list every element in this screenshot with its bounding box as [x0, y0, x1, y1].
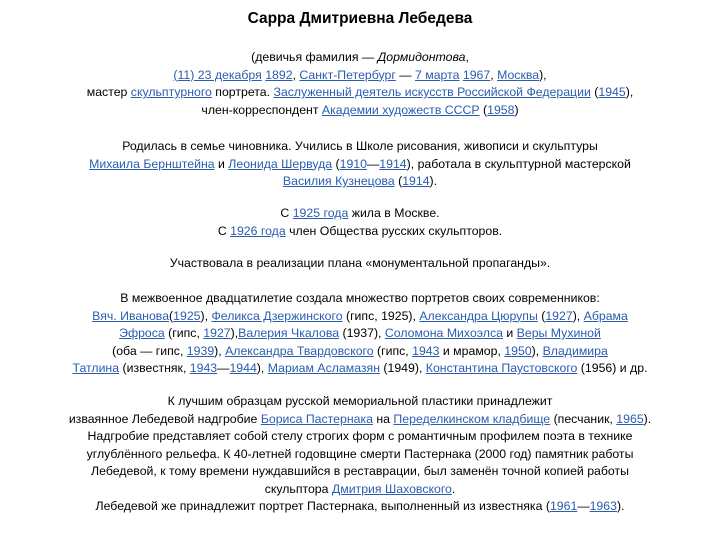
text-line: Лебедевой, к тому времени нуждавшийся в реставрации, был заменён точной копией работы — [91, 464, 629, 478]
link-konstantin-paustovsky[interactable]: Константина Паустовского — [425, 361, 578, 375]
link-year-1950[interactable]: 1950 — [504, 343, 532, 358]
text-line — [40, 481, 680, 499]
link-honored-artist[interactable]: Заслуженный деятель искусств Российской Федерации — [273, 85, 591, 99]
text: , — [292, 67, 300, 82]
link-vladimir-tatlin-first[interactable]: Владимира — [542, 343, 608, 358]
text: Лебедевой же принадлежит портрет Пастернака, выполненный из известняка ( — [95, 499, 550, 513]
link-year-1914-b[interactable]: 1914 — [402, 174, 430, 188]
text: и — [214, 156, 229, 171]
text: ), — [256, 361, 268, 375]
text: член-корреспондент — [201, 102, 322, 117]
text: ). — [616, 499, 625, 513]
text: (1949), — [379, 361, 426, 375]
text: (оба — гипс, — [112, 343, 187, 358]
text: ), — [531, 343, 543, 358]
text-line — [40, 173, 680, 191]
text-line — [40, 411, 680, 429]
link-saint-petersburg[interactable]: Санкт-Петербург — [299, 67, 396, 82]
text: , — [465, 50, 469, 64]
text: ( — [332, 156, 340, 171]
text: ). — [643, 411, 652, 426]
link-boris-pasternak[interactable]: Бориса Пастернака — [260, 411, 373, 426]
text: ) — [514, 102, 519, 117]
text: ), — [214, 343, 226, 358]
text: ( — [394, 174, 403, 188]
text: и мрамор, — [439, 343, 505, 358]
text: ), работала в скульптурной мастерской — [406, 156, 631, 171]
link-year-1925-b[interactable]: 1925 — [173, 308, 201, 323]
text-line: К лучшим образцам русской мемориальной пластики принадлежит — [167, 394, 553, 408]
text: и — [502, 326, 517, 340]
text: — — [217, 361, 230, 375]
text: ), — [230, 326, 239, 340]
text-line: В межвоенное двадцатилетие создала множество портретов своих современников: — [120, 291, 600, 305]
text: ), — [625, 85, 634, 99]
text-line — [40, 102, 680, 120]
text-line — [40, 360, 680, 378]
text-line — [40, 343, 680, 361]
text: . — [451, 481, 456, 496]
link-year-1910[interactable]: 1910 — [339, 156, 367, 171]
link-felix-dzerzhinsky[interactable]: Феликса Дзержинского — [211, 308, 343, 323]
text: портрета. — [211, 85, 274, 99]
link-sculptural[interactable]: скульптурного — [130, 85, 212, 99]
link-birth-date[interactable]: (11) 23 декабря — [173, 67, 262, 82]
text: (1956) и др. — [577, 361, 648, 375]
link-peredelkino-cemetery[interactable]: Переделкинском кладбище — [393, 411, 551, 426]
link-vladimir-tatlin-second[interactable]: Татлина — [72, 361, 120, 375]
text: (гипс, 1925), — [342, 308, 420, 323]
link-vera-mukhina[interactable]: Веры Мухиной — [516, 326, 601, 340]
text: ). — [429, 174, 438, 188]
link-year-1963[interactable]: 1963 — [589, 499, 617, 513]
text: ( — [590, 85, 599, 99]
link-year-1926[interactable]: 1926 года — [230, 223, 286, 238]
text: — — [366, 156, 380, 171]
link-march-7[interactable]: 7 марта — [415, 67, 460, 82]
link-vyach-ivanov[interactable]: Вяч. Иванова — [92, 308, 170, 323]
portraits-paragraph — [40, 290, 680, 378]
text: (известняк, — [119, 361, 190, 375]
text: ( — [479, 102, 488, 117]
link-year-1944[interactable]: 1944 — [229, 361, 257, 375]
text-line — [40, 308, 680, 326]
text-line — [40, 498, 680, 516]
link-year-1925[interactable]: 1925 года — [292, 206, 349, 220]
link-abram-efros-second[interactable]: Эфроса — [119, 326, 165, 340]
text: ), — [572, 308, 584, 323]
text: (девичья фамилия — — [251, 50, 378, 64]
text: (гипс, — [373, 343, 413, 358]
text: жила в Москве. — [348, 206, 440, 220]
text-line — [40, 67, 680, 85]
moscow-paragraph — [40, 205, 680, 240]
link-year-1892[interactable]: 1892 — [265, 67, 293, 82]
text: С — [280, 206, 293, 220]
link-year-1961[interactable]: 1961 — [549, 499, 578, 513]
link-year-1943-b[interactable]: 1943 — [189, 361, 218, 375]
link-year-1943[interactable]: 1943 — [412, 343, 440, 358]
education-paragraph — [40, 138, 680, 191]
text: на — [372, 411, 394, 426]
link-mariam-aslamazyan[interactable]: Мариам Асламазян — [267, 361, 380, 375]
link-leonid-sherwood[interactable]: Леонида Шервуда — [228, 156, 333, 171]
text: ), — [200, 308, 212, 323]
text-line: Участвовала в реализации плана «монументальной пропаганды». — [169, 256, 551, 270]
link-alexander-tsyurupa[interactable]: Александра Цюрупы — [419, 308, 538, 323]
memorial-paragraph — [40, 393, 680, 516]
text: скульптора — [264, 481, 332, 496]
text-line — [40, 205, 680, 223]
text: (гипс, — [164, 326, 204, 340]
text-line — [40, 49, 680, 67]
link-moscow[interactable]: Москва — [497, 67, 540, 82]
text-line — [40, 325, 680, 343]
link-mikhail-bernstein[interactable]: Михаила Бернштейна — [89, 156, 215, 171]
text: (1937), — [339, 326, 385, 340]
text: мастер — [86, 85, 131, 99]
text-line — [40, 156, 680, 174]
text: изваянное Лебедевой надгробие — [68, 411, 261, 426]
link-dmitry-shakhovsky[interactable]: Дмитрия Шаховского — [331, 481, 452, 496]
text: член Общества русских скульпторов. — [285, 223, 503, 238]
link-vasily-kuznetsov[interactable]: Василия Кузнецова — [282, 174, 395, 188]
link-year-1958[interactable]: 1958 — [487, 102, 515, 117]
text-line: Надгробие представляет собой стелу строгих форм с романтичным профилем поэта в технике — [87, 429, 633, 443]
link-year-1927-b[interactable]: 1927 — [203, 326, 231, 340]
text: (песчаник, — [550, 411, 617, 426]
link-year-1945[interactable]: 1945 — [598, 85, 626, 99]
link-year-1914[interactable]: 1914 — [379, 156, 407, 171]
link-year-1927[interactable]: 1927 — [545, 308, 573, 323]
link-alexander-tvardovsky[interactable]: Александра Твардовского — [225, 343, 374, 358]
link-valery-chkalov[interactable]: Валерия Чкалова — [238, 326, 340, 340]
text: — — [577, 499, 590, 513]
link-year-1939[interactable]: 1939 — [186, 343, 215, 358]
text: ( — [169, 308, 174, 323]
link-year-1965[interactable]: 1965 — [616, 411, 644, 426]
text-line — [40, 84, 680, 102]
text-line: Родилась в семье чиновника. Учились в Школе рисования, живописи и скульптуры — [122, 139, 598, 153]
text: — — [395, 67, 415, 82]
propaganda-paragraph — [40, 255, 680, 273]
text-line: углублённого рельефа. К 40-летней годовщине смерти Пастернака (2000 год) памятник работы — [86, 446, 634, 461]
link-abram-efros-first[interactable]: Абрама — [583, 308, 628, 323]
link-academy-of-arts[interactable]: Академии художеств СССР — [321, 102, 480, 117]
text: ( — [537, 308, 546, 323]
intro-paragraph — [40, 49, 680, 119]
text: С — [217, 223, 231, 238]
text: , — [490, 67, 498, 82]
link-solomon-mikhoels[interactable]: Соломона Михоэлса — [384, 326, 503, 340]
page-title: Сарра Дмитриевна Лебедева — [247, 10, 473, 27]
link-year-1967[interactable]: 1967 — [462, 67, 491, 82]
text: ), — [539, 67, 547, 82]
maiden-name: Дормидонтова — [377, 50, 466, 64]
text-line — [40, 223, 680, 241]
